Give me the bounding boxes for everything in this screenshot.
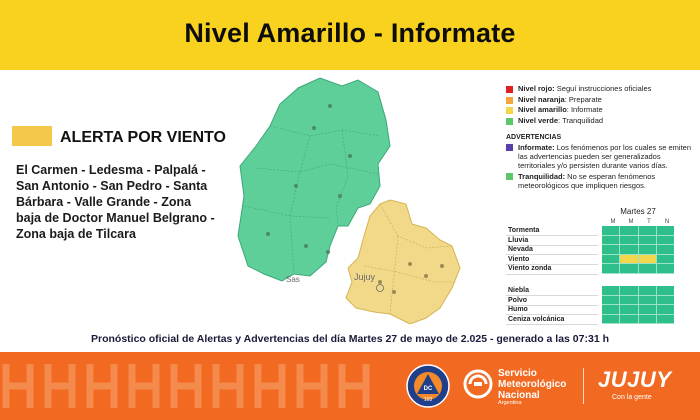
- legend-level-name: Nivel rojo:: [518, 84, 555, 93]
- legend-adv-desc: No se esperan fenómenos meteorológicos que impliquen riesgos.: [518, 172, 656, 190]
- forecast-row-label: Ceniza volcánica: [508, 315, 565, 323]
- forecast-col-noche: N: [664, 219, 670, 225]
- smn-line: Meteorológico: [498, 379, 567, 390]
- forecast-cell-verde: [639, 226, 657, 236]
- forecast-cell-verde: [602, 236, 620, 246]
- forecast-col-manana: M: [628, 219, 634, 225]
- advertencias-title: ADVERTENCIAS: [506, 134, 562, 141]
- legend: [506, 84, 696, 192]
- forecast-cell-amarillo: [620, 255, 638, 265]
- smn-logo-text: [498, 368, 566, 401]
- forecast-cell-verde: [602, 305, 620, 315]
- forecast-cell-verde: [639, 315, 657, 325]
- forecast-cell-verde: [602, 255, 620, 265]
- forecast-row-cells: [602, 296, 674, 306]
- smn-logo-icon: [462, 368, 494, 400]
- forecast-cell-verde: [657, 286, 674, 296]
- legend-swatch: [506, 118, 513, 125]
- legend-swatch: [506, 86, 513, 93]
- forecast-row-cells: [602, 286, 674, 296]
- forecast-row-label: Nevada: [508, 246, 533, 254]
- legend-level-amarillo: [506, 105, 696, 116]
- forecast-row-divider: [506, 274, 598, 275]
- header-bar: [0, 0, 700, 70]
- defensa-civil-logo: [406, 364, 450, 408]
- forecast-col-madrugada: M: [610, 219, 616, 225]
- legend-level-desc: : Tranquilidad: [558, 115, 604, 125]
- province-map: [230, 76, 500, 331]
- forecast-row-cells: [602, 236, 674, 246]
- forecast-cell-verde: [639, 264, 657, 274]
- alert-color-swatch: [12, 126, 52, 146]
- legend-level-name: Nivel verde: [518, 115, 559, 125]
- forecast-cell-verde: [657, 315, 674, 325]
- forecast-cell-verde: [620, 296, 638, 306]
- smn-line: Servicio: [498, 368, 537, 379]
- legend-swatch: [506, 173, 513, 180]
- smn-line: Nacional: [498, 390, 540, 401]
- forecast-cell-verde: [602, 286, 620, 296]
- legend-level-naranja: [506, 95, 696, 106]
- forecast-cell-verde: [639, 296, 657, 306]
- forecast-row-label: Lluvia: [508, 236, 529, 244]
- forecast-cell-verde: [639, 286, 657, 296]
- legend-level-name: Nivel amarillo: [518, 105, 567, 114]
- forecast-cell-verde: [620, 245, 638, 255]
- map-label-jujuy: Jujuy: [354, 272, 376, 282]
- forecast-cell-verde: [602, 315, 620, 325]
- forecast-row-label: Viento zonda: [508, 265, 552, 273]
- forecast-date: Martes 27: [620, 207, 656, 216]
- forecast-cell-amarillo: [639, 255, 657, 265]
- svg-text:103: 103: [423, 397, 433, 403]
- alert-title: ALERTA POR VIENTO: [60, 129, 226, 146]
- forecast-cell-verde: [657, 245, 674, 255]
- jujuy-logo: JUJUY: [598, 367, 672, 392]
- forecast-cell-verde: [657, 305, 674, 315]
- alert-zones-list: El Carmen - Ledesma - Palpalá - San Antonio - San Pedro - Santa Bárbara - Valle Grande - Zona baja de Doctor Manuel Belgrano - Zona baja de Tilcara: [16, 163, 215, 241]
- forecast-cell-verde: [620, 315, 638, 325]
- legend-adv-desc: Los fenómenos por los cuales se emiten las advertencias pueden ser generalizados territoriales y/o persisten durante varios días.: [518, 143, 691, 170]
- forecast-row-label: Polvo: [508, 296, 528, 304]
- forecast-cell-verde: [639, 305, 657, 315]
- forecast-cell-verde: [602, 226, 620, 236]
- legend-advertencia-informate: [506, 143, 696, 170]
- map-region-amarillo: [346, 200, 460, 324]
- forecast-col-tarde: T: [647, 219, 651, 225]
- forecast-cell-verde: [657, 236, 674, 246]
- forecast-row-cells: [602, 264, 674, 274]
- forecast-row-cells: [602, 315, 674, 325]
- legend-level-desc: : Informate: [566, 105, 603, 114]
- svg-text:DC: DC: [423, 386, 433, 392]
- forecast-footer: Pronóstico oficial de Alertas y Advertencias del día Martes 27 de mayo de 2.025 - generado a las 07:31 h: [90, 333, 609, 345]
- forecast-cell-verde: [620, 264, 638, 274]
- forecast-row-label: Humo: [508, 306, 528, 314]
- legend-level-desc: Seguí instrucciones oficiales: [554, 84, 652, 93]
- forecast-row-cells: [602, 255, 674, 265]
- forecast-row-cells: [602, 245, 674, 255]
- decorative-pattern: [0, 352, 400, 420]
- legend-swatch: [506, 107, 513, 114]
- logo-divider: [583, 368, 584, 404]
- forecast-row-label: Tormenta: [508, 227, 540, 234]
- legend-level-rojo: [506, 84, 696, 95]
- legend-advertencia-tranquilidad: [506, 172, 696, 190]
- forecast-row-cells: [602, 305, 674, 315]
- legend-level-desc: : Preparate: [564, 94, 602, 104]
- forecast-cell-verde: [620, 286, 638, 296]
- map-label-sas: Sas: [286, 275, 300, 284]
- forecast-cell-verde: [639, 236, 657, 246]
- forecast-cell-verde: [657, 296, 674, 306]
- forecast-cell-verde: [602, 264, 620, 274]
- legend-swatch: [506, 144, 513, 151]
- page-title: Nivel Amarillo - Informate: [184, 18, 516, 48]
- forecast-row-divider: [506, 324, 598, 325]
- forecast-row-label: Viento: [508, 255, 530, 263]
- smn-country: Argentina: [498, 400, 522, 406]
- footer-bar: [0, 352, 700, 420]
- forecast-cell-verde: [639, 245, 657, 255]
- legend-level-verde: [506, 116, 696, 127]
- legend-adv-name: Informate:: [518, 143, 555, 152]
- legend-swatch: [506, 97, 513, 104]
- forecast-cell-verde: [602, 296, 620, 306]
- forecast-cell-verde: [620, 305, 638, 315]
- forecast-cell-verde: [620, 236, 638, 246]
- forecast-row-label: Niebla: [508, 287, 530, 294]
- forecast-cell-verde: [657, 264, 674, 274]
- forecast-row-cells: [602, 226, 674, 236]
- jujuy-tagline: Con la gente: [612, 394, 652, 401]
- legend-level-name: Nivel naranja: [518, 94, 565, 104]
- forecast-cell-verde: [657, 255, 674, 265]
- legend-adv-name: Tranquilidad:: [518, 172, 566, 181]
- forecast-cell-verde: [620, 226, 638, 236]
- forecast-cell-verde: [657, 226, 674, 236]
- forecast-cell-verde: [602, 245, 620, 255]
